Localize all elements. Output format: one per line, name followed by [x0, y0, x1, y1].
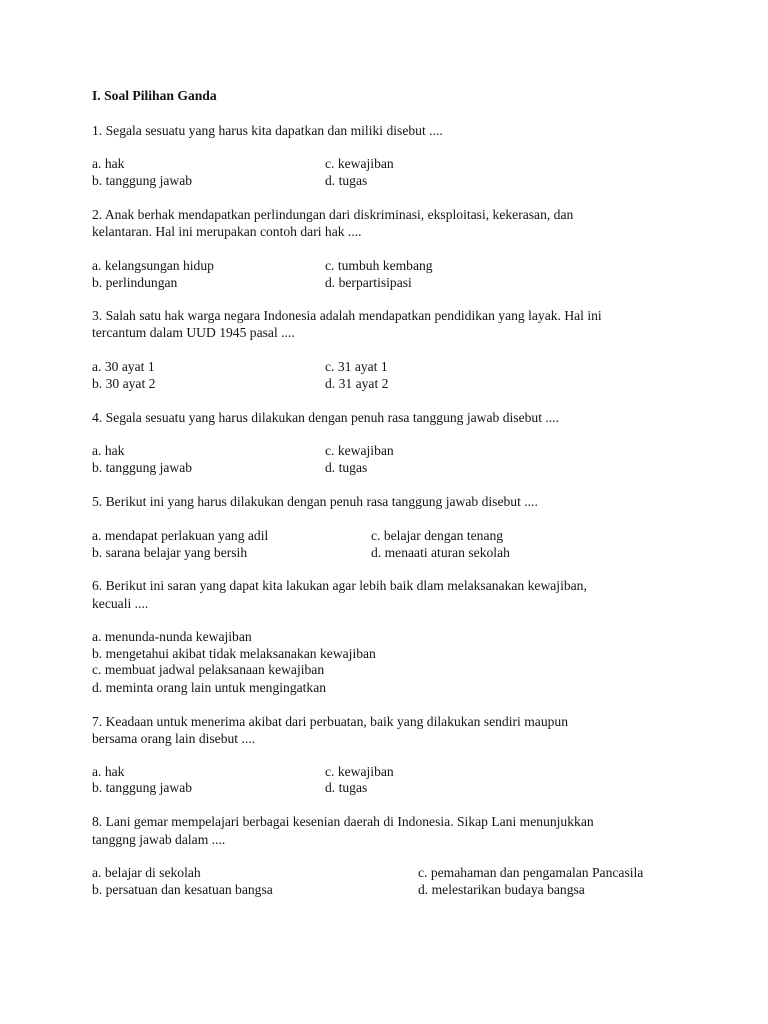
question-text: kecuali ....: [92, 596, 149, 611]
question-text: tercantum dalam UUD 1945 pasal ....: [92, 325, 295, 340]
option-a: a. mendapat perlakuan yang adil: [92, 528, 269, 543]
question-text: 4. Segala sesuatu yang harus dilakukan dengan penuh rasa tanggung jawab disebut ....: [92, 410, 559, 425]
option-a: a. menunda-nunda kewajiban: [92, 629, 252, 644]
option-c: c. pemahaman dan pengamalan Pancasila: [418, 865, 644, 880]
question-text: 5. Berikut ini yang harus dilakukan dengan penuh rasa tanggung jawab disebut ....: [92, 494, 538, 509]
question-text: 2. Anak berhak mendapatkan perlindungan dari diskriminasi, eksploitasi, kekerasan, dan: [92, 207, 574, 222]
option-a: a. hak: [92, 156, 125, 171]
option-c: c. kewajiban: [325, 764, 394, 779]
option-b: b. mengetahui akibat tidak melaksanakan kewajiban: [92, 646, 376, 661]
option-c: c. belajar dengan tenang: [371, 528, 504, 543]
option-b: b. 30 ayat 2: [92, 376, 156, 391]
option-d: d. melestarikan budaya bangsa: [418, 882, 585, 897]
option-d: d. tugas: [325, 780, 368, 795]
option-b: b. persatuan dan kesatuan bangsa: [92, 882, 273, 897]
option-b: b. tanggung jawab: [92, 173, 193, 188]
option-d: d. tugas: [325, 173, 368, 188]
option-d: d. berpartisipasi: [325, 275, 412, 290]
question-text: 8. Lani gemar mempelajari berbagai kesenian daerah di Indonesia. Sikap Lani menunjukkan: [92, 814, 594, 829]
option-b: b. tanggung jawab: [92, 780, 193, 795]
question-text: bersama orang lain disebut ....: [92, 731, 256, 746]
option-c: c. 31 ayat 1: [325, 359, 388, 374]
option-c: c. kewajiban: [325, 156, 394, 171]
question-text: 1. Segala sesuatu yang harus kita dapatkan dan miliki disebut ....: [92, 123, 443, 138]
question-text: kelantaran. Hal ini merupakan contoh dari hak ....: [92, 224, 362, 239]
option-a: a. belajar di sekolah: [92, 865, 201, 880]
option-c: c. tumbuh kembang: [325, 258, 433, 273]
option-c: c. kewajiban: [325, 443, 394, 458]
option-a: a. hak: [92, 443, 125, 458]
question-text: 6. Berikut ini saran yang dapat kita lakukan agar lebih baik dlam melaksanakan kewajiban,: [92, 578, 587, 593]
option-a: a. kelangsungan hidup: [92, 258, 214, 273]
option-a: a. 30 ayat 1: [92, 359, 155, 374]
option-d: d. 31 ayat 2: [325, 376, 389, 391]
question-text: tanggng jawab dalam ....: [92, 832, 226, 847]
option-a: a. hak: [92, 764, 125, 779]
option-b: b. sarana belajar yang bersih: [92, 545, 248, 560]
option-b: b. tanggung jawab: [92, 460, 193, 475]
section-title: I. Soal Pilihan Ganda: [92, 88, 217, 103]
option-d: d. tugas: [325, 460, 368, 475]
option-d: d. meminta orang lain untuk mengingatkan: [92, 680, 327, 695]
option-b: b. perlindungan: [92, 275, 178, 290]
option-d: d. menaati aturan sekolah: [371, 545, 510, 560]
question-text: 7. Keadaan untuk menerima akibat dari perbuatan, baik yang dilakukan sendiri maupun: [92, 714, 569, 729]
option-c: c. membuat jadwal pelaksanaan kewajiban: [92, 662, 325, 677]
question-text: 3. Salah satu hak warga negara Indonesia adalah mendapatkan pendidikan yang layak. Hal ini: [92, 308, 602, 323]
